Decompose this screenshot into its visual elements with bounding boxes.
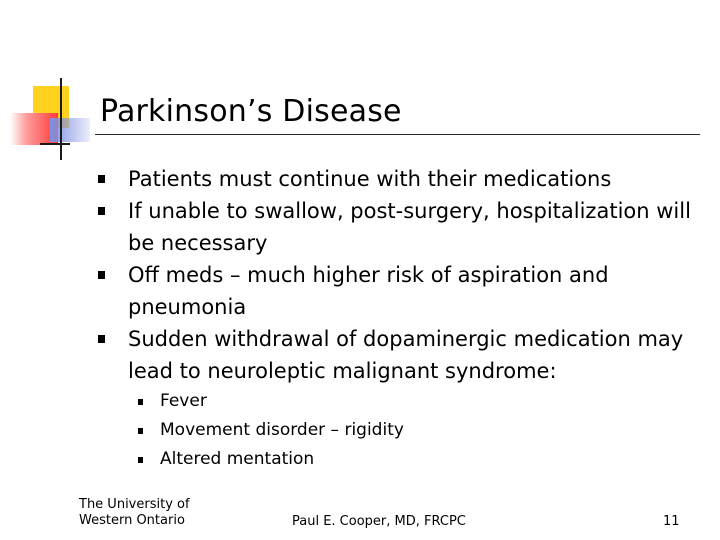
- footer-author: Paul E. Cooper, MD, FRCPC: [292, 514, 466, 529]
- bullet-text: Off meds – much higher risk of aspiration and pneumonia: [128, 263, 609, 319]
- sub-bullet-text: Movement disorder – rigidity: [160, 420, 404, 440]
- square-bullet-icon: [98, 271, 105, 279]
- bullet-item: [97, 195, 707, 259]
- footer-institution-line2: Western Ontario: [79, 513, 185, 528]
- bullet-item: [97, 163, 707, 195]
- square-bullet-icon: [138, 457, 143, 463]
- decor-vertical-line: [60, 78, 62, 160]
- square-bullet-icon: [98, 207, 105, 215]
- sub-bullet-item: [138, 416, 538, 445]
- main-bullet-list: [97, 163, 707, 387]
- bullet-text: Patients must continue with their medications: [128, 167, 612, 191]
- square-bullet-icon: [138, 428, 143, 434]
- square-bullet-icon: [98, 335, 105, 343]
- square-bullet-icon: [98, 175, 105, 183]
- bullet-item: [97, 259, 707, 323]
- sub-bullet-text: Altered mentation: [160, 449, 315, 469]
- slide-title: Parkinson’s Disease: [100, 94, 402, 129]
- footer-institution: [79, 497, 190, 529]
- decor-blue-bar: [50, 118, 90, 142]
- decor-short-line: [40, 143, 70, 145]
- bullet-item: [97, 323, 707, 387]
- page-number: 11: [663, 514, 680, 529]
- title-underline: [95, 134, 700, 135]
- footer-institution-line1: The University of: [79, 497, 190, 512]
- sub-bullet-item: [138, 387, 538, 416]
- sub-bullet-list: [138, 387, 538, 474]
- sub-bullet-text: Fever: [160, 391, 207, 411]
- square-bullet-icon: [138, 399, 143, 405]
- bullet-text: Sudden withdrawal of dopaminergic medication may lead to neuroleptic malignant syndrome:: [128, 327, 684, 383]
- bullet-text: If unable to swallow, post-surgery, hospitalization will be necessary: [128, 199, 691, 255]
- sub-bullet-item: [138, 445, 538, 474]
